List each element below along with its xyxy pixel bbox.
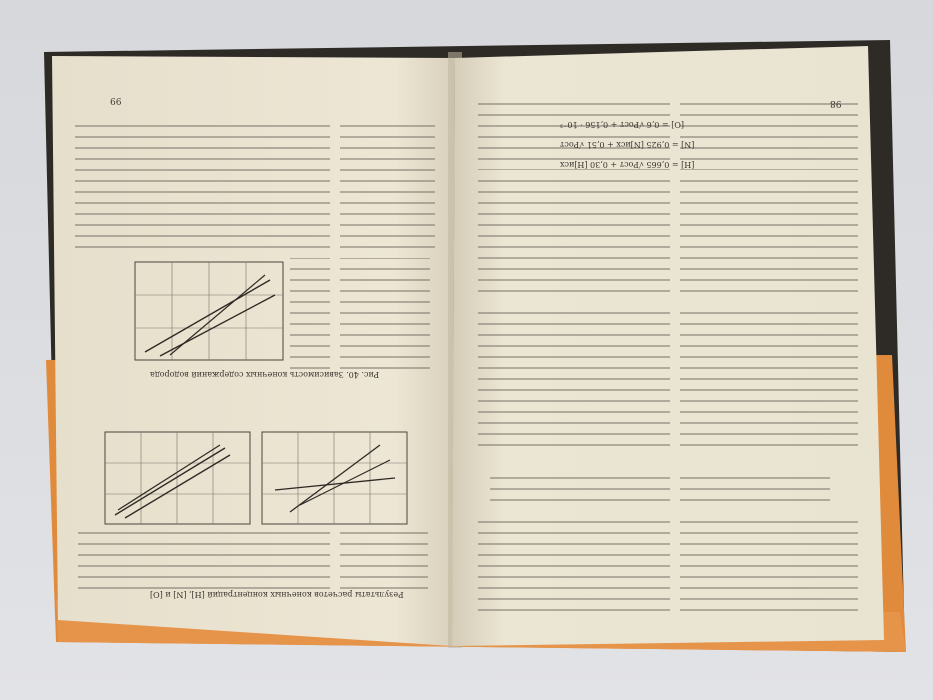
formula-n: [N] = 0,925 [N]исх + 0,51 √Pост <box>560 140 695 149</box>
left-page-number: 99 <box>110 95 122 105</box>
left-text-block-bottom <box>78 530 428 590</box>
right-text-block-2 <box>478 178 858 298</box>
right-page <box>452 46 884 646</box>
left-text-beside-figure <box>290 258 430 378</box>
right-text-block-4 <box>490 470 830 510</box>
right-text-block-3 <box>478 305 858 455</box>
formula-o: [O] = 0,6 √Pост + 0,156 · 10⁻³ <box>560 120 684 129</box>
right-text-block-5 <box>478 520 858 615</box>
formula-h: [H] = 0,665 √Pост + 0,30 [H]исх <box>560 160 695 169</box>
figure-caption: Рис. 40. Зависимость конечных содержаний водорода <box>150 370 380 379</box>
right-page-number: 98 <box>830 98 842 108</box>
left-page <box>52 56 455 646</box>
left-header-text: Результаты расчетов конечных концентраций [Н], [N] и [O] <box>150 590 404 599</box>
left-text-block-top <box>75 120 435 248</box>
